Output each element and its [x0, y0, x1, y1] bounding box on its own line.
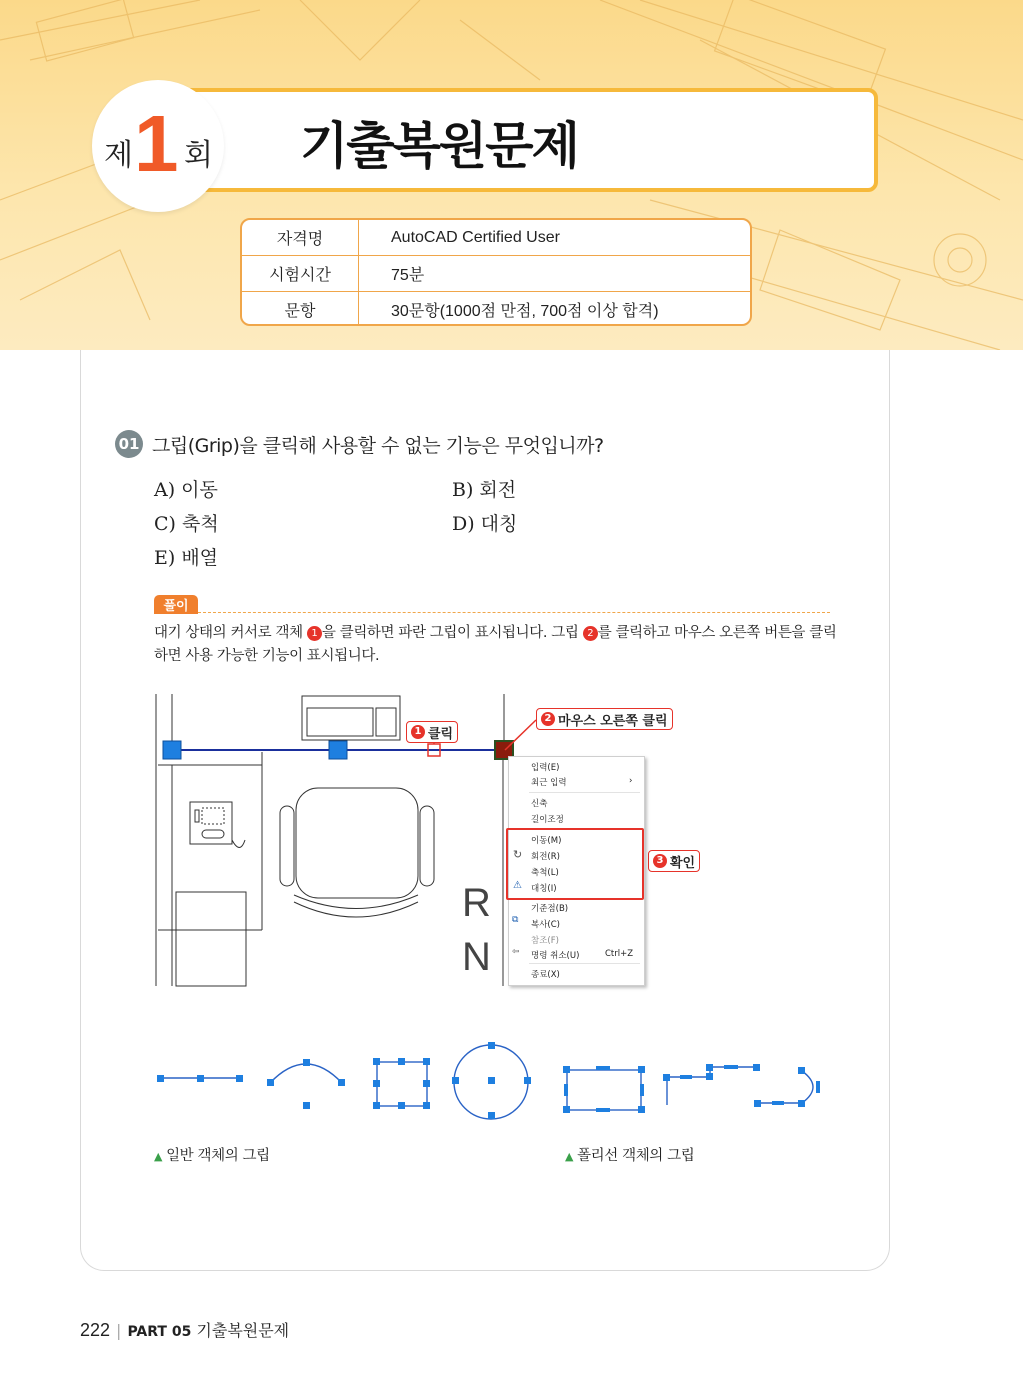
badge-prefix: 제	[104, 138, 133, 173]
marker-2: 2	[583, 626, 598, 641]
question-number: 01	[115, 430, 143, 458]
menu-item-reference[interactable]: 참조(F)	[531, 936, 559, 946]
cad-label-2: N	[462, 935, 491, 979]
undo-icon: ⇦	[512, 947, 520, 957]
page-footer	[80, 1318, 289, 1341]
callout-label: 마우스 오른쪽 클릭	[558, 713, 668, 729]
callout-confirm	[648, 850, 700, 872]
menu-item-base[interactable]: 기준점(B)	[531, 904, 569, 914]
option-b: B) 회전	[452, 479, 517, 501]
menu-item-copy[interactable]: 복사(C)	[531, 920, 560, 930]
option-c: C) 축척	[154, 513, 219, 535]
info-value: 30문항(1000점 만점, 700점 이상 합격)	[391, 303, 659, 320]
menu-item-scale[interactable]: 축척(L)	[531, 868, 559, 878]
caption-general	[154, 1144, 270, 1165]
grip-examples	[150, 1035, 840, 1130]
menu-separator	[529, 963, 640, 964]
highlight-box	[506, 828, 644, 900]
exam-info-table	[240, 218, 752, 326]
grip-handle[interactable]	[329, 741, 347, 759]
callout-right-click	[536, 708, 673, 730]
menu-item-recent[interactable]: 최근 입력	[531, 778, 567, 788]
menu-item-undo[interactable]: 명령 취소(U)	[531, 951, 580, 961]
option-a: A) 이동	[154, 479, 218, 501]
badge-suffix: 회	[184, 138, 213, 173]
solution-text-part: 를 클릭하고 마우스 오른쪽 버튼을 클릭하면 사용 가능한 기능이 표시됩니다.	[154, 625, 837, 664]
caption-text: 일반 객체의 그립	[166, 1148, 270, 1164]
solution-tag: 풀이	[154, 595, 198, 614]
menu-item-rotate[interactable]: 회전(R)	[531, 852, 560, 862]
option-d: D) 대칭	[452, 513, 518, 535]
option-e: E) 배열	[154, 547, 219, 569]
solution-text-part: 대기 상태의 커서로 객체	[154, 625, 307, 641]
menu-item-stretch[interactable]: 신축	[531, 799, 548, 809]
submenu-arrow-icon: ›	[629, 776, 633, 786]
info-label: 자격명	[242, 220, 359, 255]
info-row	[242, 292, 750, 326]
page-number: 222	[80, 1320, 111, 1340]
callout-number: 1	[411, 725, 425, 739]
menu-separator	[529, 792, 640, 793]
menu-item-lengthen[interactable]: 길이조정	[531, 815, 564, 825]
copy-icon: ⧉	[512, 915, 519, 925]
marker-1: 1	[307, 626, 322, 641]
question-text: 그립(Grip)을 클릭해 사용할 수 없는 기능은 무엇입니까?	[152, 435, 604, 457]
caption-text: 폴리선 객체의 그립	[577, 1148, 695, 1164]
info-label: 문항	[242, 292, 359, 326]
info-value: 75분	[391, 267, 425, 284]
caption-polyline	[565, 1144, 694, 1165]
cad-label-1: R	[462, 881, 491, 925]
undo-shortcut: Ctrl+Z	[605, 949, 634, 959]
menu-item-exit[interactable]: 종료(X)	[531, 970, 560, 980]
page-title: 기출복원문제	[300, 117, 578, 175]
badge-number: 1	[134, 99, 179, 188]
menu-item-enter[interactable]: 입력(E)	[531, 763, 560, 773]
footer-part: PART 05	[127, 1324, 192, 1340]
triangle-icon: ▲	[154, 1150, 163, 1163]
solution-divider	[198, 612, 830, 613]
info-row	[242, 220, 750, 256]
callout-click	[406, 721, 458, 743]
menu-item-mirror[interactable]: 대칭(I)	[531, 884, 557, 894]
footer-separator: |	[116, 1321, 122, 1340]
callout-number: 3	[653, 854, 667, 868]
callout-label: 클릭	[428, 726, 454, 742]
info-label: 시험시간	[242, 256, 359, 291]
callout-number: 2	[541, 712, 555, 726]
grip-handle[interactable]	[163, 741, 181, 759]
mirror-icon: ⚠	[513, 880, 522, 891]
solution-text	[154, 622, 844, 668]
triangle-icon: ▲	[565, 1150, 574, 1163]
info-value: AutoCAD Certified User	[391, 228, 560, 246]
footer-section: 기출복원문제	[196, 1321, 290, 1340]
rotate-icon: ↻	[513, 848, 523, 861]
menu-item-move[interactable]: 이동(M)	[531, 836, 562, 846]
context-menu	[508, 756, 645, 986]
info-row	[242, 256, 750, 292]
solution-text-part: 을 클릭하면 파란 그립이 표시됩니다. 그립	[321, 625, 583, 641]
callout-label: 확인	[670, 855, 696, 871]
